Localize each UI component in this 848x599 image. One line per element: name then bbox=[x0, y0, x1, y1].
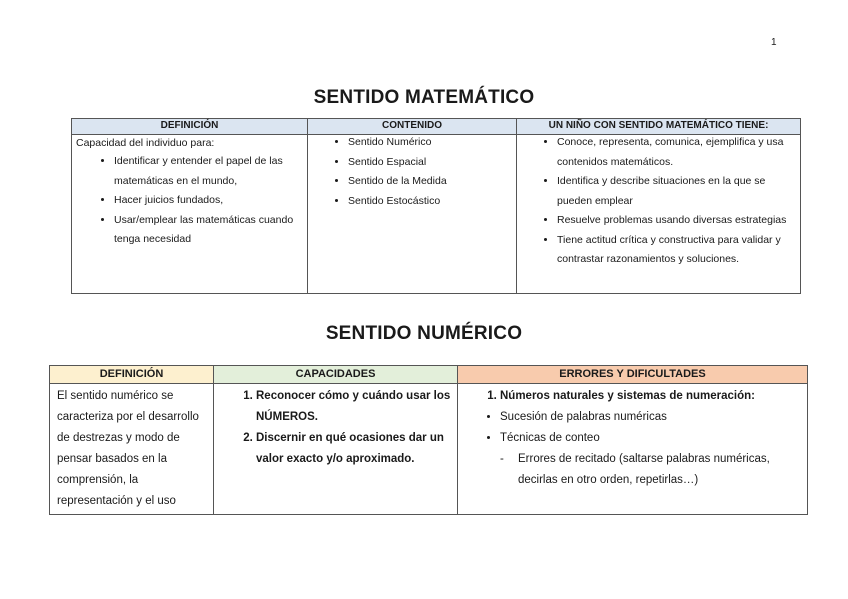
list-item: • Hacer juicios fundados, bbox=[114, 191, 307, 211]
list-item: • Sentido Estocástico bbox=[348, 192, 516, 212]
list-item: • Conoce, representa, comunica, ejemplifica y usa contenidos matemáticos. bbox=[557, 133, 798, 172]
header-definicion: DEFINICIÓN bbox=[50, 366, 214, 384]
list-item: • Resuelve problemas usando diversas estrategias bbox=[557, 211, 798, 231]
list-item: • Sentido de la Medida bbox=[348, 172, 516, 192]
list-item: • Tiene actitud crítica y constructiva para validar y contrastar razonamientos y soluciones. bbox=[557, 231, 798, 270]
header-nino-tiene: UN NIÑO CON SENTIDO MATEMÁTICO TIENE: bbox=[517, 119, 801, 135]
header-capacidades: CAPACIDADES bbox=[214, 366, 458, 384]
definition-intro: Capacidad del individuo para: bbox=[76, 137, 215, 149]
errors-sublist bbox=[458, 449, 807, 491]
list-item: • Sentido Numérico bbox=[348, 133, 516, 153]
list-item: • Identificar y entender el papel de las matemáticas en el mundo, bbox=[114, 152, 307, 191]
errors-list bbox=[458, 407, 807, 449]
header-definicion: DEFINICIÓN bbox=[72, 119, 308, 135]
list-item: • Usar/emplear las matemáticas cuando tenga necesidad bbox=[114, 211, 307, 250]
sentido-matematico-table bbox=[71, 118, 801, 294]
table-row bbox=[72, 135, 801, 294]
errors-heading: 1. Números naturales y sistemas de numeración: bbox=[500, 386, 807, 407]
section-title-sentido-matematico: SENTIDO MATEMÁTICO bbox=[313, 87, 535, 108]
header-contenido: CONTENIDO bbox=[308, 119, 517, 135]
list-item: 2. Discernir en qué ocasiones dar un valor exacto y/o aproximado. bbox=[256, 428, 457, 470]
list-item-label: Técnicas de conteo bbox=[500, 432, 600, 444]
list-item: • Sucesión de palabras numéricas bbox=[500, 407, 807, 428]
list-item: 1. Reconocer cómo y cuándo usar los NÚMEROS. bbox=[256, 386, 457, 428]
table-header-row bbox=[50, 366, 808, 384]
list-item: • Identifica y describe situaciones en la que se pueden emplear bbox=[557, 172, 798, 211]
page-number: 1 bbox=[771, 37, 777, 48]
definition-cell: El sentido numérico se caracteriza por el desarrollo de destrezas y modo de pensar basados en la comprensión, la representación y el uso bbox=[50, 384, 214, 515]
capacities-cell bbox=[214, 384, 458, 515]
list-item bbox=[500, 449, 807, 491]
capacities-list bbox=[214, 386, 457, 470]
child-traits-list bbox=[517, 133, 800, 270]
errors-cell bbox=[458, 384, 808, 515]
section-title-sentido-numerico: SENTIDO NUMÉRICO bbox=[325, 323, 523, 344]
sentido-numerico-table bbox=[49, 365, 808, 515]
content-cell bbox=[308, 135, 517, 294]
header-errores: ERRORES Y DIFICULTADES bbox=[458, 366, 808, 384]
list-item-label: Errores de recitado (saltarse palabras numéricas, decirlas en otro orden, repetirlas…) bbox=[518, 453, 770, 486]
list-item bbox=[500, 428, 807, 449]
child-traits-cell bbox=[517, 135, 801, 294]
table-row bbox=[50, 384, 808, 515]
definition-list bbox=[72, 152, 307, 250]
content-list bbox=[308, 133, 516, 211]
dash-marker: - bbox=[500, 453, 504, 465]
definition-cell bbox=[72, 135, 308, 294]
list-item: • Sentido Espacial bbox=[348, 153, 516, 173]
errors-heading-list bbox=[458, 386, 807, 407]
